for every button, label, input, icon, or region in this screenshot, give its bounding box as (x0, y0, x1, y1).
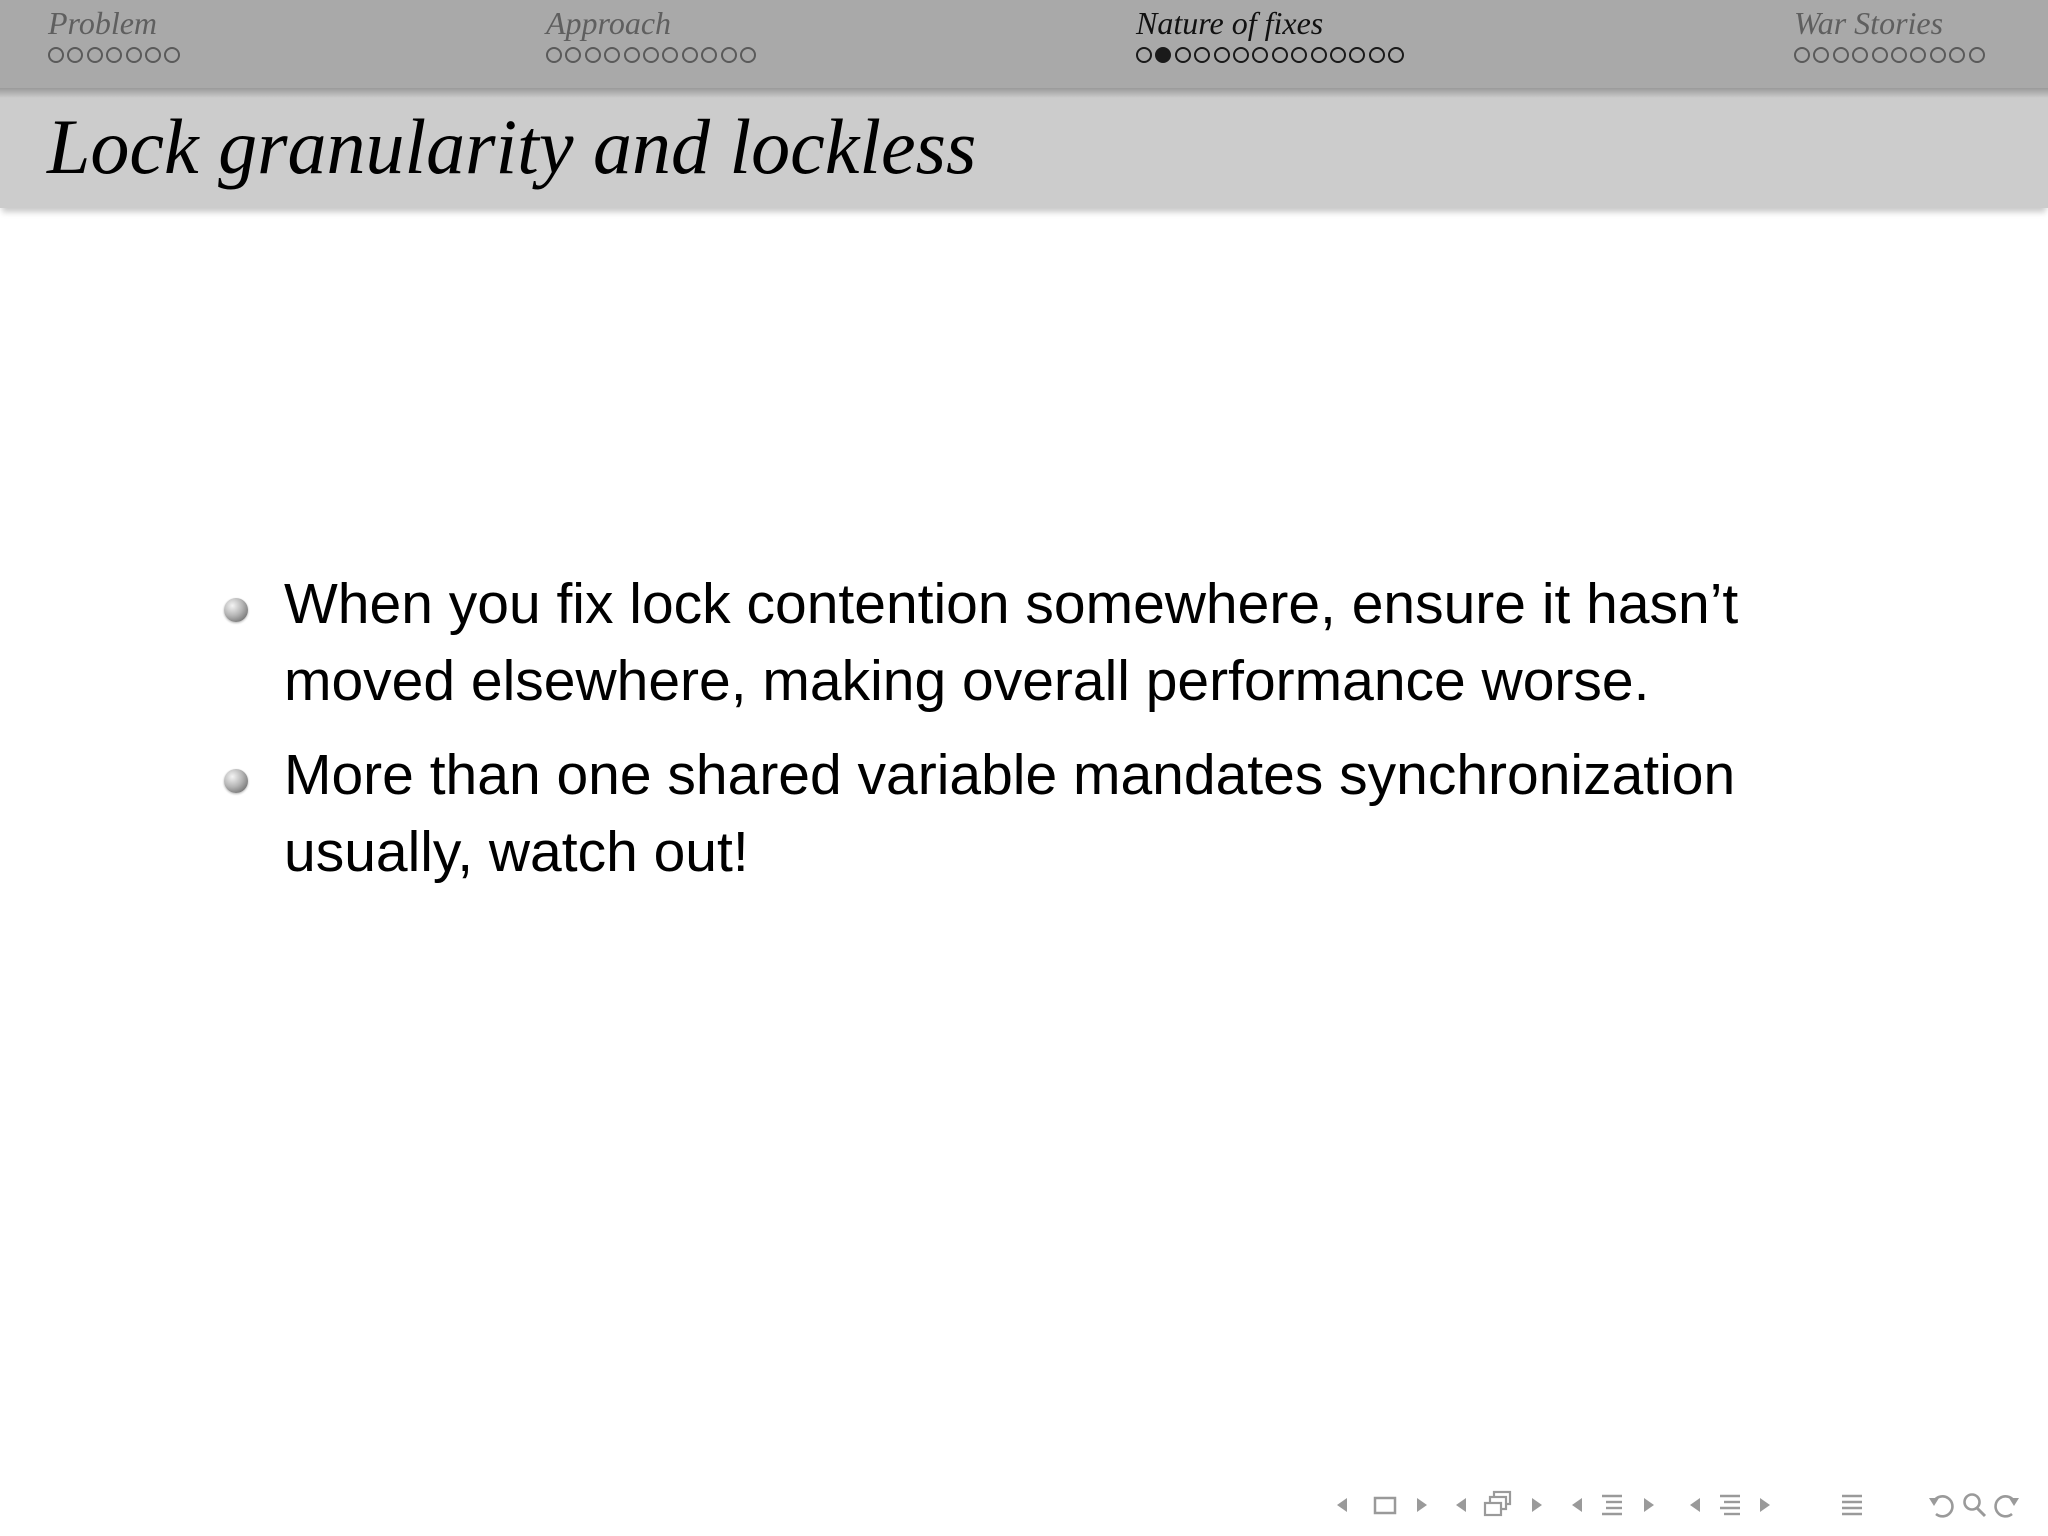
nav-dot[interactable] (67, 47, 83, 63)
nav-dot[interactable] (1813, 47, 1829, 63)
nav-slide-dots (1794, 47, 1985, 63)
nav-dot[interactable] (1330, 47, 1346, 63)
appendix-icon[interactable] (1838, 1488, 1866, 1522)
nav-dot[interactable] (546, 47, 562, 63)
nav-dot[interactable] (1136, 47, 1152, 63)
bullet-text: When you fix lock contention somewhere, ensure it hasn’t moved elsewhere, making overall performance worse. (284, 572, 1739, 713)
nav-dot[interactable] (1910, 47, 1926, 63)
nav-dot[interactable] (662, 47, 678, 63)
bullet-item (222, 566, 1862, 720)
arrow-left-icon[interactable] (1570, 1488, 1584, 1522)
nav-dot[interactable] (624, 47, 640, 63)
nav-dot[interactable] (1891, 47, 1907, 63)
nav-dot[interactable] (604, 47, 620, 63)
bullet-item (222, 737, 1862, 891)
nav-dot[interactable] (145, 47, 161, 63)
nav-section-problem[interactable] (48, 4, 180, 63)
arrow-right-icon[interactable] (1530, 1488, 1544, 1522)
redo-icon[interactable] (1992, 1488, 2022, 1522)
nav-dot[interactable] (1794, 47, 1810, 63)
bullet-ball-icon (224, 598, 248, 622)
nav-slide-dots (546, 47, 756, 63)
nav-section-nature-of-fixes[interactable] (1136, 4, 1404, 63)
arrow-left-icon[interactable] (1688, 1488, 1702, 1522)
section-icon[interactable] (1598, 1488, 1626, 1522)
nav-section-label[interactable]: Nature of fixes (1136, 5, 1324, 41)
nav-dot[interactable] (164, 47, 180, 63)
nav-dot[interactable] (701, 47, 717, 63)
nav-dot[interactable] (1949, 47, 1965, 63)
arrow-right-icon[interactable] (1758, 1488, 1772, 1522)
subsection-icon[interactable] (1482, 1488, 1514, 1522)
nav-dot[interactable] (1833, 47, 1849, 63)
arrow-left-icon[interactable] (1454, 1488, 1468, 1522)
navbar-shadow (0, 88, 2048, 98)
beamer-navigation-controls (1330, 1488, 2030, 1522)
nav-dot[interactable] (1311, 47, 1327, 63)
arrow-right-icon[interactable] (1415, 1488, 1429, 1522)
bullet-ball-icon (224, 769, 248, 793)
nav-section-label[interactable]: Approach (546, 5, 672, 41)
nav-dot[interactable] (1233, 47, 1249, 63)
navigation-bar (0, 0, 2048, 88)
nav-dot[interactable] (1252, 47, 1268, 63)
nav-dot[interactable] (1852, 47, 1868, 63)
arrow-right-icon[interactable] (1642, 1488, 1656, 1522)
nav-dot[interactable] (1969, 47, 1985, 63)
nav-slide-dots (48, 47, 180, 63)
nav-dot[interactable] (585, 47, 601, 63)
nav-dot[interactable] (1872, 47, 1888, 63)
nav-dot[interactable] (682, 47, 698, 63)
search-icon[interactable] (1960, 1488, 1990, 1522)
nav-dot[interactable] (1194, 47, 1210, 63)
undo-icon[interactable] (1926, 1488, 1956, 1522)
nav-section-label[interactable]: Problem (48, 5, 158, 41)
nav-section-war-stories[interactable] (1794, 4, 1985, 63)
nav-slide-dots (1136, 47, 1404, 63)
nav-dot[interactable] (87, 47, 103, 63)
nav-dot[interactable] (1291, 47, 1307, 63)
nav-dot[interactable] (643, 47, 659, 63)
presentation-icon[interactable] (1716, 1488, 1744, 1522)
nav-dot[interactable] (126, 47, 142, 63)
nav-dot[interactable] (1388, 47, 1404, 63)
nav-dot[interactable] (1175, 47, 1191, 63)
nav-dot[interactable] (1214, 47, 1230, 63)
slide-title: Lock granularity and lockless (47, 103, 977, 190)
nav-dot[interactable] (721, 47, 737, 63)
nav-dot[interactable] (740, 47, 756, 63)
nav-dot-current[interactable] (1155, 47, 1171, 63)
nav-dot[interactable] (1930, 47, 1946, 63)
nav-dot[interactable] (48, 47, 64, 63)
nav-section-approach[interactable] (546, 4, 756, 63)
nav-section-label[interactable]: War Stories (1794, 5, 1944, 41)
nav-dot[interactable] (106, 47, 122, 63)
frame-icon[interactable] (1372, 1488, 1398, 1522)
nav-dot[interactable] (1272, 47, 1288, 63)
arrow-left-icon[interactable] (1335, 1488, 1349, 1522)
bullet-text: More than one shared variable mandates synchronization usually, watch out! (284, 743, 1736, 884)
bullet-list (222, 566, 1862, 908)
nav-dot[interactable] (565, 47, 581, 63)
nav-dot[interactable] (1369, 47, 1385, 63)
nav-dot[interactable] (1349, 47, 1365, 63)
